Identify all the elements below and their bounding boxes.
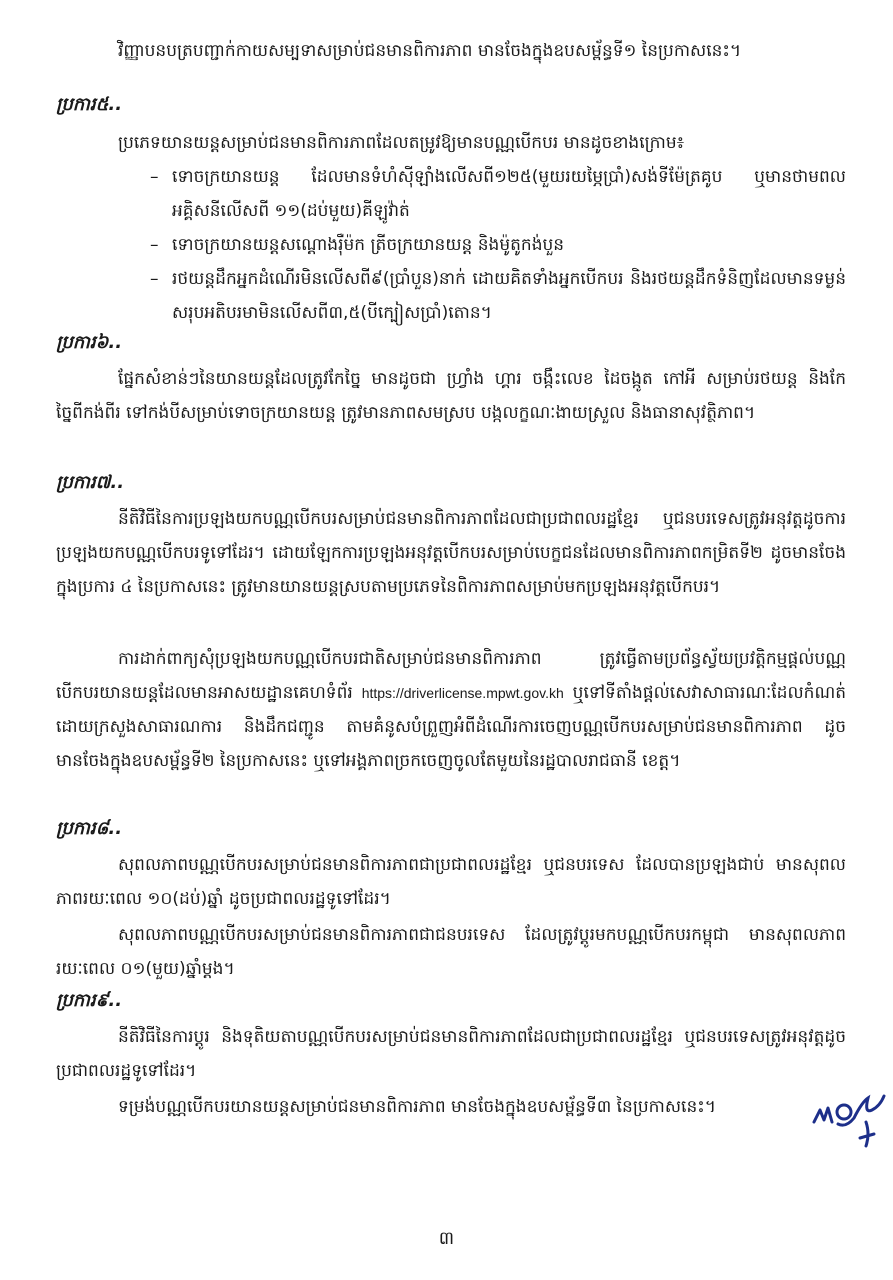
article-9-paragraph-2: ទម្រង់បណ្ណបើកបរយានយន្តសម្រាប់ជនមានពិការភាព មានចែងក្នុងឧបសម្ព័ន្ធទី៣ នៃប្រកាសនេះ។ (118, 1097, 716, 1117)
article-9-paragraph-1: នីតិវិធីនៃការប្តូរ និងទុតិយតាបណ្ណបើកបរសម្រាប់ជនមានពិការភាពដែលជាប្រជាពលរដ្ឋខ្មែរ ឬជនបរទេសត្រូវអនុវត្តដូចប្រជាពលរដ្ឋទូទៅដែរ។ (56, 1027, 846, 1081)
article-7-heading: ប្រការ៧.. (56, 472, 125, 493)
article-8-paragraph-2: សុពលភាពបណ្ណបើកបរសម្រាប់ជនមានពិការភាពជាជនបរទេស ដែលត្រូវប្តូរមកបណ្ណបើកបរកម្ពុជា មានសុពលភាព រយៈពេល ០១(មួយ)ឆ្នាំម្តង។ (56, 925, 846, 979)
article-5-heading: ប្រការ៥.. (56, 94, 123, 115)
article-7-paragraph-1: នីតិវិធីនៃការប្រឡងយកបណ្ណបើកបរសម្រាប់ជនមានពិការភាពដែលជាប្រជាពលរដ្ឋខ្មែរ ឬជនបរទេសត្រូវអនុវត្តដូចការប្រឡងយកបណ្ណបើកបរទូទៅដែរ។ ដោយឡែកការប្រឡងអនុវត្តបើកបរសម្រាប់បេក្ខជនដែលមានពិការភាពកម្រិតទី២ ដូចមានចែងក្នុងប្រការ ៤ នៃប្រកាសនេះ ត្រូវមានយានយន្តស្របតាមប្រភេទនៃពិការភាពសម្រាប់មកប្រឡងអនុវត្តបើកបរ។ (56, 509, 846, 597)
dash-bullet: – (150, 167, 159, 187)
list-item (150, 160, 846, 228)
vehicle-type-list (150, 160, 846, 330)
article-7-paragraph-2 (56, 642, 846, 778)
article-5-intro: ប្រភេទយានយន្តសម្រាប់ជនមានពិការភាពដែលតម្រូវឱ្យមានបណ្ណបើកបរ មានដូចខាងក្រោម៖ (118, 133, 685, 153)
paragraph-certificate: វិញ្ញាបនបត្របញ្ជាក់កាយសម្បទាសម្រាប់ជនមានពិការភាព មានចែងក្នុងឧបសម្ព័ន្ធទី១ នៃប្រកាសនេះ។ (118, 41, 742, 61)
article-8-heading: ប្រការ៨.. (56, 818, 123, 839)
dash-bullet: – (150, 269, 159, 289)
list-item (150, 262, 846, 330)
page-number: ៣ (438, 1228, 455, 1249)
website-url: https://driverlicense.mpwt.gov.kh (361, 685, 564, 701)
article-6-text: ផ្នែកសំខាន់ៗនៃយានយន្តដែលត្រូវកែច្នៃ មានដូចជា ហ្វ្រាំង ហ្គារ ចង្កឹះលេខ ដៃចង្កូត កៅអី សម្រាប់រថយន្ត និងកែច្នៃពីកង់ពីរ ទៅកង់បីសម្រាប់ទោចក្រយានយន្ត ត្រូវមានភាពសមស្រប បង្កលក្ខណៈងាយស្រួល និងធានាសុវត្ថិភាព។ (56, 369, 846, 423)
dash-bullet: – (150, 235, 159, 255)
list-item-text: ទោចក្រយានយន្តសណ្តោងរ៉ឺម៉ក ត្រីចក្រយានយន្ត និងម៉ូតូកង់បួន (172, 235, 565, 255)
article-9-heading: ប្រការ៩.. (56, 990, 123, 1011)
article-7-text-b: ឬទៅទីតាំងផ្តល់សេវាសាធារណៈដែលកំណត់ដោយក្រសួងសាធារណការ និងដឹកជញ្ជូន តាមគំនូសបំព្រួញអំពីដំណើរការចេញបណ្ណបើកបរសម្រាប់ជនមានពិការភាព ដូចមានចែងក្នុងឧបសម្ព័ន្ធទី២ នៃប្រកាសនេះ ឬទៅអង្គភាពច្រកចេញចូលតែមួយនៃរដ្ឋបាលរាជធានី ខេត្ត។ (56, 683, 846, 771)
list-item-text: រថយន្តដឹកអ្នកដំណើរមិនលើសពី៩(ប្រាំបួន)នាក់ ដោយគិតទាំងអ្នកបើកបរ និងរថយន្តដឹកទំនិញដែលមានទម្ងន់សរុបអតិបរមាមិនលើសពី៣,៥(បីក្បៀសប្រាំ)តោន។ (172, 269, 846, 323)
list-item (150, 228, 846, 262)
article-7-text-a: ការដាក់ពាក្យសុំប្រឡងយកបណ្ណបើកបរជាតិសម្រាប់ជនមានពិការភាព ត្រូវធ្វើតាមប្រព័ន្ធស្វ័យប្រវត្តិកម្មផ្តល់បណ្ណបើកបរយានយន្តដែលមានអាសយដ្ឋានគេហទំព័រ (56, 649, 846, 703)
article-6-heading: ប្រការ៦.. (56, 332, 123, 353)
initials-signature (810, 1088, 888, 1158)
list-item-text: ទោចក្រយានយន្ត ដែលមានទំហំស៊ីឡាំងលើសពី១២៥(មួយរយម្ភៃប្រាំ)សង់ទីម៉ែត្រគូប ឬមានថាមពលអគ្គិសនីលើសពី ១១(ដប់មួយ)គីឡូវ៉ាត់ (172, 167, 846, 221)
article-8-paragraph-1: សុពលភាពបណ្ណបើកបរសម្រាប់ជនមានពិការភាពជាប្រជាពលរដ្ឋខ្មែរ ឬជនបរទេស ដែលបានប្រឡងជាប់ មានសុពលភាពរយៈពេល ១០(ដប់)ឆ្នាំ ដូចប្រជាពលរដ្ឋទូទៅដែរ។ (56, 855, 846, 909)
